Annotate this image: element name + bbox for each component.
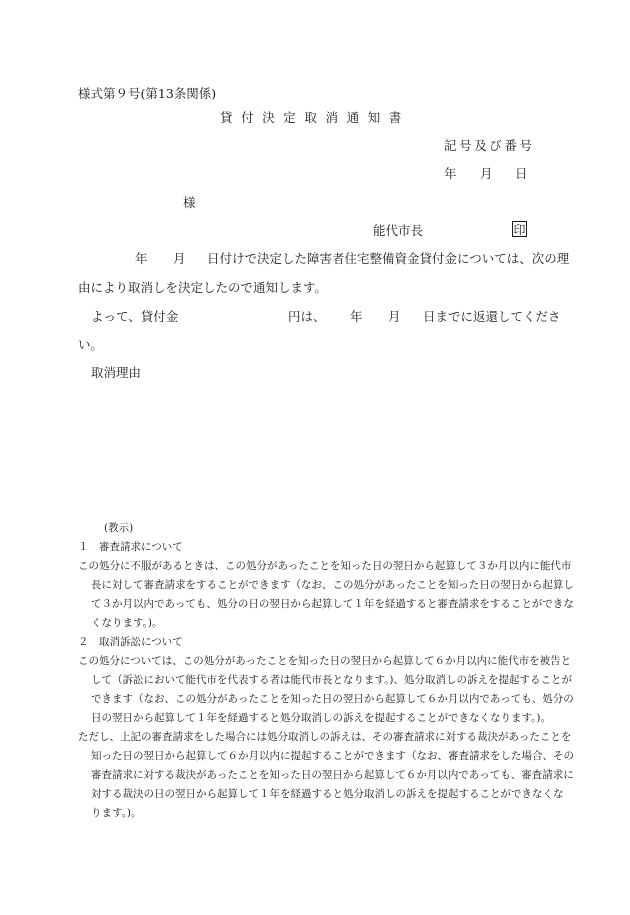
cancellation-reason-label: 取消理由 xyxy=(91,365,142,380)
notice-section-2-title: ２ 取消訴訟について xyxy=(78,636,183,648)
paragraph-2-start: よって、貸付金 xyxy=(91,309,179,324)
notice-section-2-line: この処分については、この処分があったことを知った日の翌日から起算して６か月以内に能代市を被告と xyxy=(78,655,572,667)
issue-year-label: 年 xyxy=(444,166,457,181)
notice-section-2-line: 知った日の翌日から起算して６か月以内に提起することができます（なお、審査請求をした場合、その xyxy=(91,750,574,762)
record-number-label: 記号及び番号 xyxy=(444,138,535,153)
notice-section-2-line: できます（なお、この処分があったことを知った日の翌日から起算して６か月以内であっても、処分の xyxy=(91,693,574,705)
notice-section-1-line: くなります。)。 xyxy=(91,617,163,629)
issuer-name: 能代市長 xyxy=(373,223,424,238)
paragraph-2-line-2: い。 xyxy=(78,337,104,352)
seal-mark: 印 xyxy=(513,223,526,237)
notice-section-2-line: 対する裁決の日の翌日から起算して１年を経過すると処分取消しの訴えを提起することができなくな xyxy=(91,788,564,800)
paragraph-2-line-1-end: 日までに返還してくださ xyxy=(423,309,561,324)
notice-section-1-line: て３か月以内であっても、処分の日の翌日から起算して１年を経過すると審査請求をすることができな xyxy=(91,598,574,610)
form-number: 様式第９号(第13条関係) xyxy=(78,86,217,101)
issue-month-label: 月 xyxy=(480,166,493,181)
document-title: 貸付決定取消通知書 xyxy=(220,110,410,125)
repayment-amount-unit: 円は、 xyxy=(288,309,326,324)
paragraph-1-line-2: 由により取消しを決定したので通知します。 xyxy=(78,280,328,295)
addressee-suffix: 様 xyxy=(183,195,196,210)
notice-section-1-line: 長に対して審査請求をすることができます（なお、この処分があったことを知った日の翌日から起算し xyxy=(91,579,574,591)
notice-section-2-line: 日の翌日から起算して１年を経過すると処分取消しの訴えを提起することができなくなります。)。 xyxy=(91,712,552,724)
notice-section-1-title: １ 審査請求について xyxy=(78,541,183,553)
paragraph-1-line-1: 日付けで決定した障害者住宅整備資金貸付金については、次の理 xyxy=(207,251,570,266)
issue-day-label: 日 xyxy=(515,166,528,181)
repayment-year-label: 年 xyxy=(350,309,363,324)
repayment-month-label: 月 xyxy=(388,309,401,324)
notice-section-2-line: 審査請求に対する裁決があったことを知った日の翌日から起算して６か月以内であっても、審査請求に xyxy=(91,769,574,781)
notice-heading: (教示) xyxy=(104,522,134,534)
notice-section-2-line: ります。)。 xyxy=(91,807,142,819)
seal-box xyxy=(512,219,527,238)
notice-section-2-line: ただし、上記の審査請求をした場合には処分取消しの訴えは、その審査請求に対する裁決があったことを xyxy=(78,731,572,743)
notice-section-1-line: この処分に不服があるときは、この処分があったことを知った日の翌日から起算して３か月以内に能代市 xyxy=(78,560,572,572)
decision-month-label: 月 xyxy=(173,251,186,266)
notice-section-2-line: して（訴訟において能代市を代表する者は能代市長となります。)、処分取消しの訴えを提起することが xyxy=(91,674,573,686)
decision-year-label: 年 xyxy=(135,251,148,266)
